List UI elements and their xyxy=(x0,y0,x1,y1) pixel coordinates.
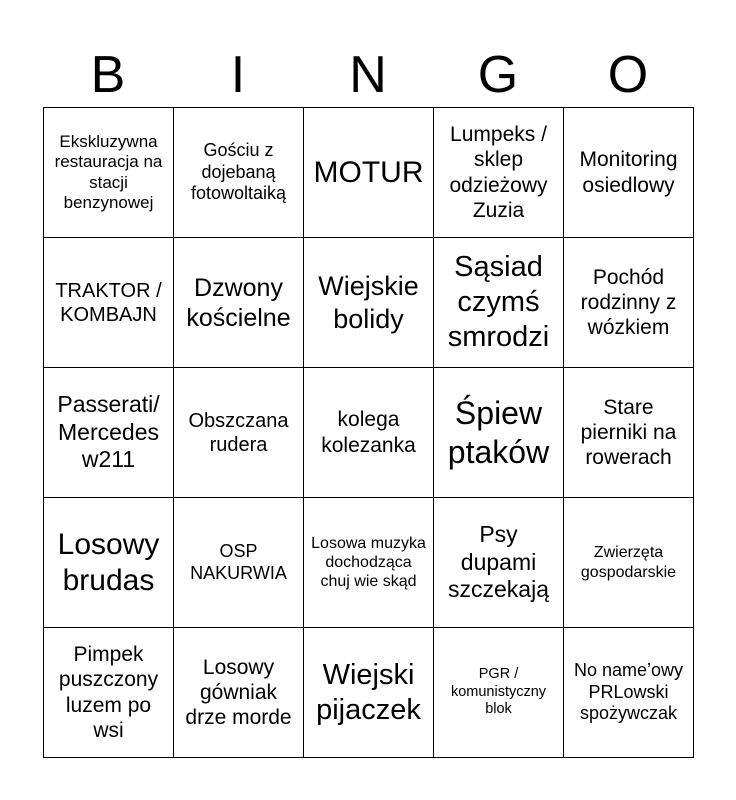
header-letter-o: O xyxy=(607,46,649,104)
bingo-cell[interactable]: Obszczana rudera xyxy=(174,368,304,498)
bingo-cell[interactable]: Monitoring osiedlowy xyxy=(564,108,694,238)
header-letter-n: N xyxy=(349,46,387,104)
bingo-cell[interactable]: No name’owy PRLowski spożywczak xyxy=(564,628,694,758)
bingo-cell[interactable]: Śpiew ptaków xyxy=(434,368,564,498)
bingo-cell[interactable]: Passerati/ Mercedes w211 xyxy=(44,368,174,498)
bingo-cell[interactable]: Losowy gówniak drze morde xyxy=(174,628,304,758)
grid-row xyxy=(44,498,694,628)
header-letter-g: G xyxy=(477,46,519,104)
bingo-cell[interactable]: Lumpeks / sklep odzieżowy Zuzia xyxy=(434,108,564,238)
grid-row xyxy=(44,368,694,498)
bingo-cell[interactable]: Wiejskie bolidy xyxy=(304,238,434,368)
bingo-cell[interactable]: Stare pierniki na rowerach xyxy=(564,368,694,498)
bingo-cell[interactable]: Losowy brudas xyxy=(44,498,174,628)
grid-row xyxy=(44,238,694,368)
bingo-cell[interactable]: Losowa muzyka dochodząca chuj wie skąd xyxy=(304,498,434,628)
bingo-cell[interactable]: Dzwony kościelne xyxy=(174,238,304,368)
header-letter-b: B xyxy=(90,46,126,104)
bingo-cell[interactable]: Zwierzęta gospodarskie xyxy=(564,498,694,628)
bingo-cell[interactable]: Psy dupami szczekają xyxy=(434,498,564,628)
bingo-cell[interactable]: Pochód rodzinny z wózkiem xyxy=(564,238,694,368)
bingo-cell[interactable]: MOTUR xyxy=(304,108,434,238)
bingo-cell[interactable]: TRAKTOR / KOMBAJN xyxy=(44,238,174,368)
header-letter-i: I xyxy=(230,46,246,104)
bingo-cell[interactable]: PGR / komunistyczny blok xyxy=(434,628,564,758)
grid-row xyxy=(44,628,694,758)
bingo-cell[interactable]: kolega kolezanka xyxy=(304,368,434,498)
bingo-cell[interactable]: Ekskluzywna restauracja na stacji benzynowej xyxy=(44,108,174,238)
bingo-grid xyxy=(43,107,694,758)
bingo-cell[interactable]: Wiejski pijaczek xyxy=(304,628,434,758)
bingo-cell[interactable]: Gościu z dojebaną fotowoltaiką xyxy=(174,108,304,238)
grid-row xyxy=(44,108,694,238)
bingo-cell[interactable]: OSP NAKURWIA xyxy=(174,498,304,628)
bingo-cell[interactable]: Pimpek puszczony luzem po wsi xyxy=(44,628,174,758)
bingo-header xyxy=(43,42,693,108)
bingo-cell[interactable]: Sąsiad czymś smrodzi xyxy=(434,238,564,368)
